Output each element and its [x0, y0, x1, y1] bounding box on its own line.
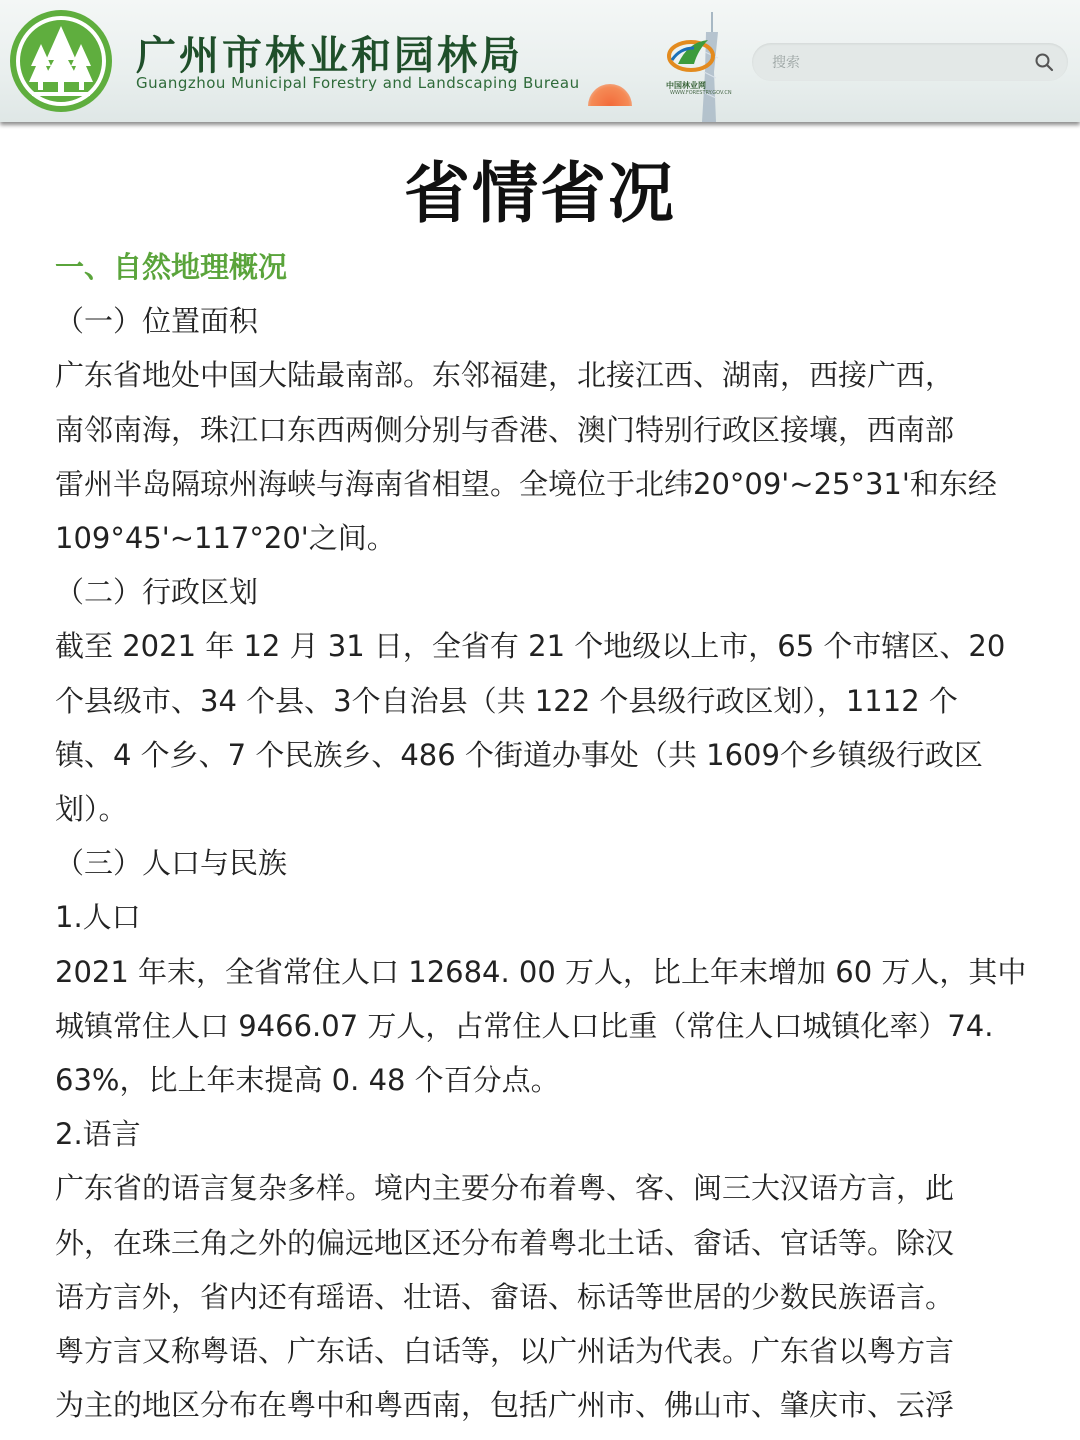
- paragraph-line: 为主的地区分布在粤中和粤西南，包括广州市、佛山市、肇庆市、云浮: [55, 1388, 955, 1423]
- paragraph-line: 2021 年末，全省常住人口 12684. 00 万人，比上年末增加 60 万人，其中: [55, 954, 1027, 989]
- article-body: [55, 240, 1030, 1432]
- item-heading: 2.语言: [55, 1117, 141, 1152]
- paragraph-line: 划）。: [55, 792, 128, 827]
- paragraph-line: 语方言外，省内还有瑶语、壮语、畲语、标话等世居的少数民族语言。: [55, 1279, 955, 1314]
- sunset-decoration: [588, 84, 632, 106]
- site-title: 广州市林业和园林局: [136, 33, 523, 79]
- forestry-logo-label: 中国林业网: [666, 81, 706, 90]
- paragraph-line: 外，在珠三角之外的偏远地区还分布着粤北土话、畲话、官话等。除汉: [55, 1225, 955, 1260]
- item-heading: 1.人口: [55, 900, 141, 935]
- paragraph-line: 粤方言又称粤语、广东话、白话等，以广州话为代表。广东省以粤方言: [55, 1334, 955, 1369]
- paragraph-line: 城镇常住人口 9466.07 万人，占常住人口比重（常住人口城镇化率）74.: [55, 1008, 994, 1043]
- paragraph-line: 南邻南海，珠江口东西两侧分别与香港、澳门特别行政区接壤，西南部: [55, 412, 955, 447]
- paragraph-line: 个县级市、34 个县、3个自治县（共 122 个县级行政区划），1112 个: [55, 683, 958, 718]
- forestry-logo-url: WWW.FORESTRY.GOV.CN: [670, 90, 732, 96]
- paragraph-line: 109°45'~117°20'之间。: [55, 521, 396, 556]
- site-subtitle: Guangzhou Municipal Forestry and Landscaping Bureau: [136, 74, 580, 92]
- paragraph-line: 广东省地处中国大陆最南部。东邻福建，北接江西、湖南，西接广西，: [55, 358, 955, 393]
- subsection-heading: （三）人口与民族: [55, 846, 288, 881]
- paragraph-line: 63%，比上年末提高 0. 48 个百分点。: [55, 1063, 560, 1098]
- subsection-heading: （二）行政区划: [55, 575, 259, 610]
- subsection-heading: （一）位置面积: [55, 304, 259, 339]
- section-heading: 一、自然地理概况: [55, 250, 288, 284]
- paragraph-line: 镇、4 个乡、7 个民族乡、486 个街道办事处（共 1609个乡镇级行政区: [55, 737, 983, 772]
- page-title: 省情省况: [404, 154, 676, 232]
- site-header: [0, 0, 1080, 122]
- forest-logo-icon[interactable]: [8, 8, 114, 114]
- forestry-logo-icon[interactable]: [664, 34, 718, 74]
- paragraph-line: 雷州半岛隔琼州海峡与海南省相望。全境位于北纬20°09'~25°31'和东经: [55, 466, 997, 501]
- search-icon[interactable]: [1034, 52, 1054, 72]
- paragraph-line: 广东省的语言复杂多样。境内主要分布着粤、客、闽三大汉语方言，此: [55, 1171, 955, 1206]
- paragraph-line: 截至 2021 年 12 月 31 日，全省有 21 个地级以上市，65 个市辖区、20: [55, 629, 1006, 664]
- search-placeholder: 搜索: [772, 55, 800, 71]
- search-input[interactable]: [752, 43, 1068, 81]
